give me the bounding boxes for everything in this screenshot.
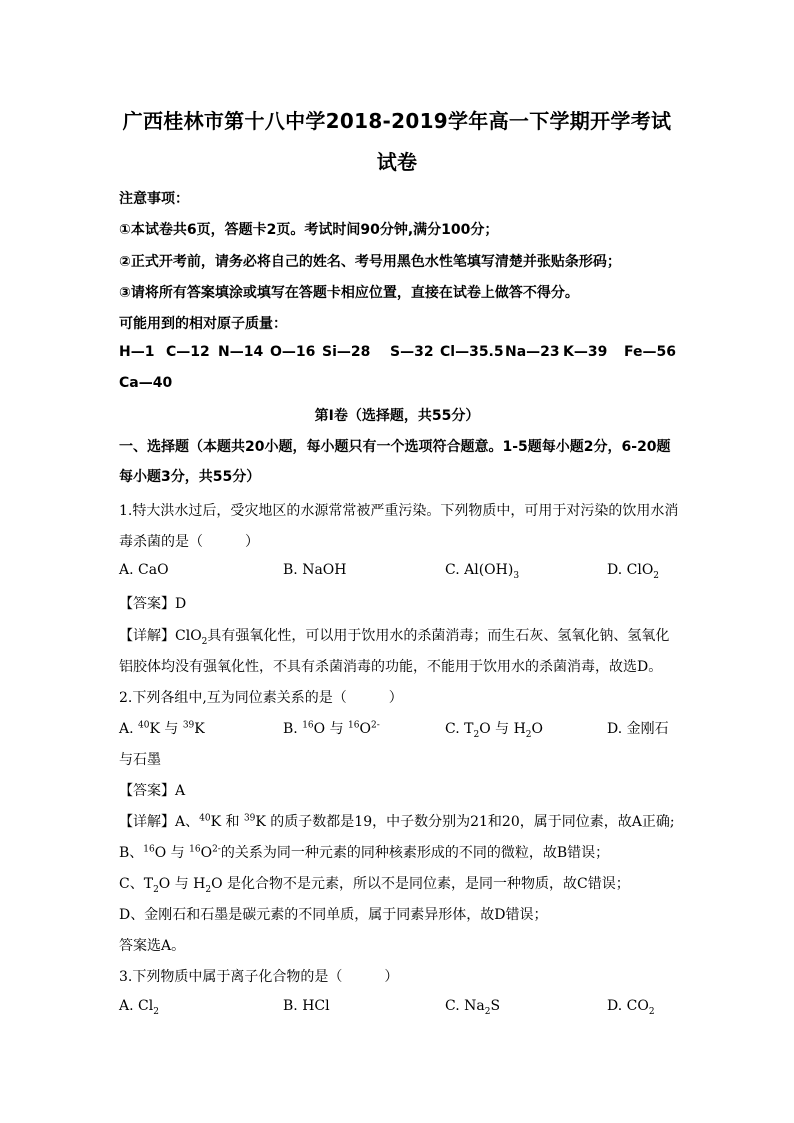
q1-option-b: B. NaOH [283,562,347,578]
atomic-mass-item: Fe—56 [624,344,676,360]
q2-explain-line3: C、$T_2O$ 与 $H_2O$ 是化合物不是元素，所以不是同位素，是同一种物质，故C错误； [119,876,630,895]
atomic-mass-item: Cl—35.5 [440,344,504,360]
notice-item-3: ③请将所有答案填涂或填写在答题卡相应位置，直接在试卷上做答不得分。 [119,285,579,301]
q1-explain-line2: 铝胶体均没有强氧化性，不具有杀菌消毒的功能，不能用于饮用水的杀菌消毒，故选D。 [119,659,663,675]
q2-explain-line2: B、$^{16}$O 与 $^{16}O^{2-}$的关系为同一种元素的同种核素形成的不同的微粒，故B错误； [119,844,610,861]
notice-item-2: ②正式开考前，请务必将自己的姓名、考号用黑色水性笔填写清楚并张贴条形码； [119,254,621,270]
atomic-mass-item: C—12 [166,344,210,360]
atomic-mass-row-2: Ca—40 [119,375,173,391]
q2-explain-line1: 【详解】A、$^{40}$K 和 $^{39}$K 的质子数都是19，中子数分别为21和20，属于同位素，故A正确; [119,813,675,830]
q3-option-d: D. $CO_2$ [607,998,655,1017]
q3-option-a: A. $Cl_2$ [119,998,159,1017]
atomic-mass-item: H—1 [119,344,155,360]
document-title-line2: 试卷 [376,150,418,174]
atomic-mass-heading: 可能用到的相对原子质量： [119,316,287,332]
section-intro-line2: 每小题3分，共55分） [119,469,261,485]
q1-stem-line2: 毒杀菌的是（ ） [119,534,259,550]
q2-option-a: A. $^{40}$K 与 $^{39}$K [119,720,205,737]
q1-answer: 【答案】D [119,596,187,612]
notice-item-1: ①本试卷共6页，答题卡2页。考试时间90分钟,满分100分； [119,222,499,238]
q2-option-b: B. $^{16}$O 与 $^{16}O^{2-}$ [283,720,380,737]
atomic-mass-item: Si—28 [322,344,371,360]
q2-answer: 【答案】A [119,783,186,799]
q1-option-a: A. CaO [119,562,169,578]
q2-option-d: D. 金刚石 [607,721,669,737]
atomic-mass-item: N—14 [218,344,264,360]
q3-option-b: B. HCl [283,998,330,1014]
atomic-mass-item: O—16 [270,344,316,360]
atomic-mass-item: S—32 [390,344,434,360]
q2-option-c: C. $T_2O$ 与 $H_2O$ [445,721,543,740]
q2-explain-line4: D、金刚石和石墨是碳元素的不同单质，属于同素异形体，故D错误； [119,907,548,923]
q1-option-d: D. ClO$_2$ [607,562,660,581]
atomic-mass-item: K—39 [563,344,608,360]
q2-option-d-continued: 与石墨 [119,752,161,768]
notice-heading: 注意事项： [119,191,189,207]
q1-explain-line1: 【详解】ClO$_2$具有强氧化性，可以用于饮用水的杀菌消毒；而生石灰、氢氧化钠、氢氧化 [119,628,670,647]
q3-stem: 3.下列物质中属于离子化合物的是（ ） [119,969,399,985]
section-heading: 第Ⅰ卷（选择题，共55分） [314,408,480,424]
document-title-line1: 广西桂林市第十八中学2018-2019学年高一下学期开学考试 [122,109,672,133]
atomic-mass-item: Na—23 [505,344,560,360]
q1-stem-line1: 1.特大洪水过后，受灾地区的水源常常被严重污染。下列物质中，可用于对污染的饮用水消 [119,503,679,519]
q1-option-c: C. $Al(OH)_3$ [445,562,520,581]
section-intro-line1: 一、选择题（本题共20小题，每小题只有一个选项符合题意。1-5题每小题2分，6-20题 [119,439,671,455]
q3-option-c: C. $Na_2S$ [445,998,501,1017]
q2-conclusion: 答案选A。 [119,938,186,954]
q2-stem: 2.下列各组中,互为同位素关系的是（ ） [119,690,403,706]
